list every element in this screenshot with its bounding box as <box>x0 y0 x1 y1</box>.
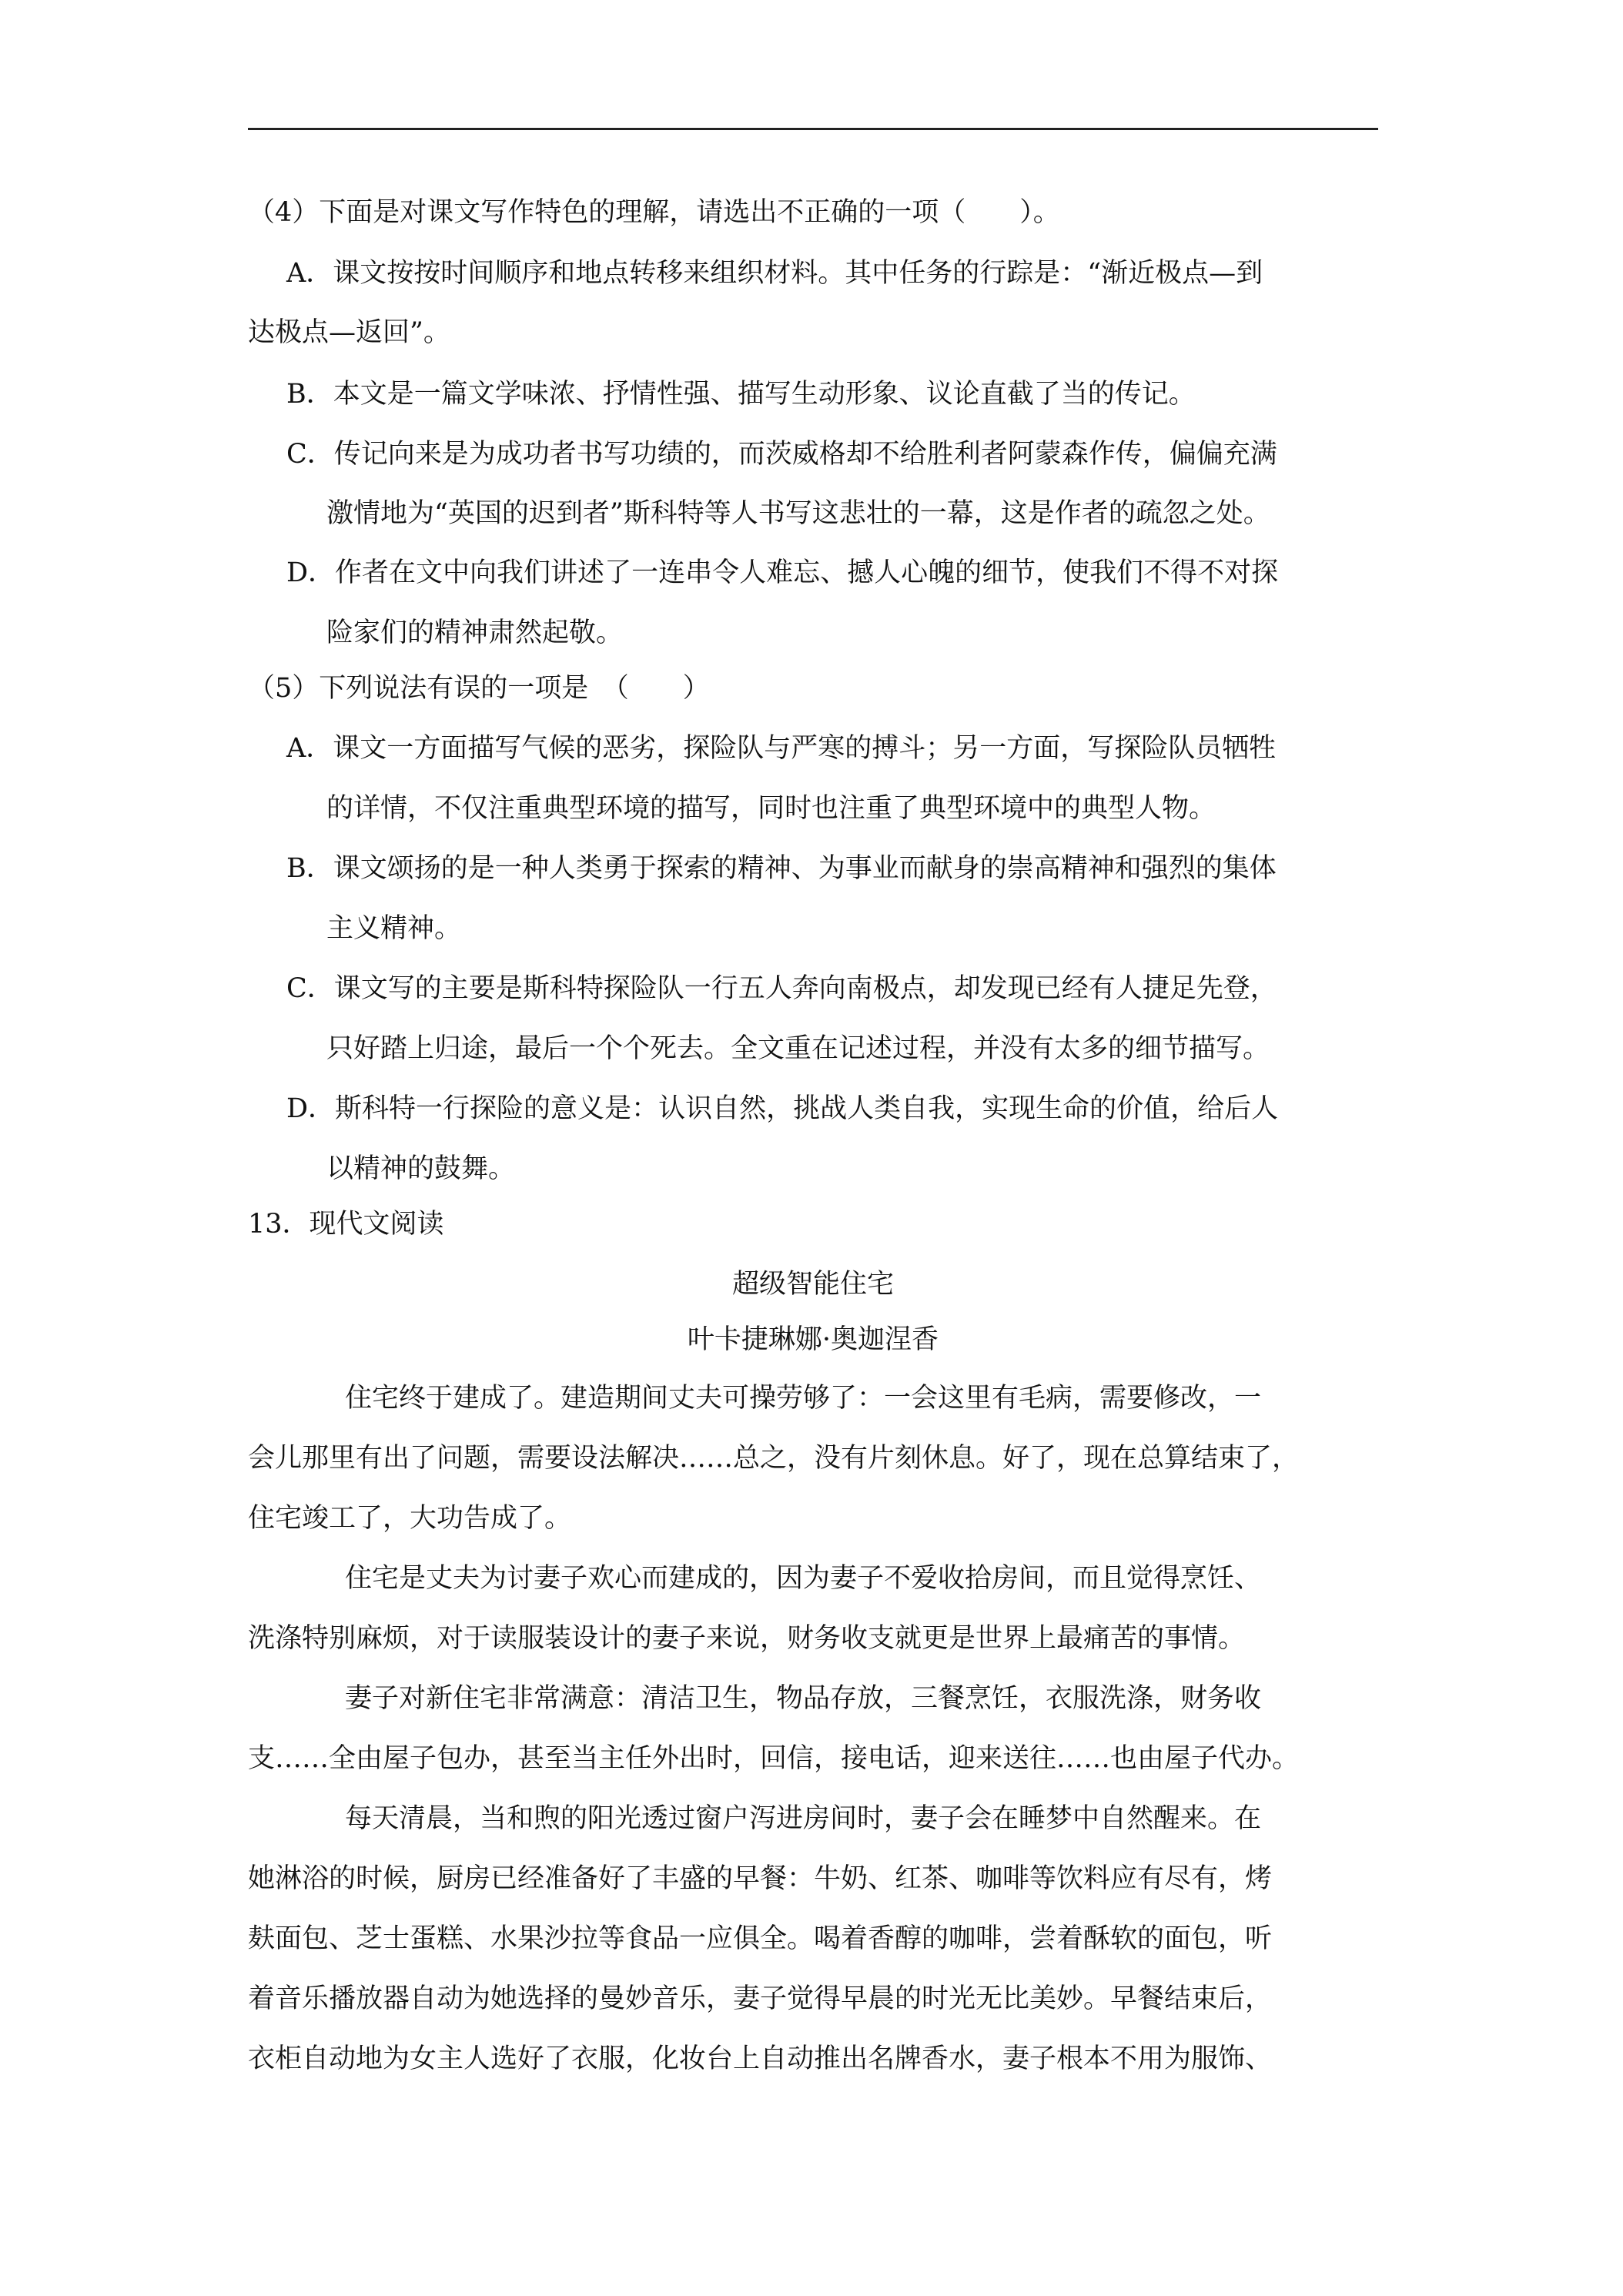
question-5-option-c-cont: 只好踏上归途，最后一个个死去。全文重在记述过程，并没有太多的细节描写。 <box>326 1033 1270 1064</box>
article-author: 叶卡捷琳娜·奥迦涅香 <box>687 1324 939 1355</box>
question-4-option-c-cont: 激情地为“英国的迟到者”斯科特等人书写这悲壮的一幕，这是作者的疏忽之处。 <box>326 498 1270 529</box>
question-4-option-a-cont: 达极点—返回”。 <box>248 317 450 348</box>
question-4-option-d-cont: 险家们的精神肃然起敬。 <box>326 618 624 648</box>
question-4-option-c: C．传记向来是为成功者书写功绩的，而茨威格却不给胜利者阿蒙森作传，偏偏充满 <box>286 439 1277 470</box>
article-paragraph-2-line: 住宅是丈夫为讨妻子欢心而建成的，因为妻子不爱收拾房间，而且觉得烹饪、 <box>345 1563 1262 1594</box>
question-4-option-b: B．本文是一篇文学味浓、抒情性强、描写生动形象、议论直截了当的传记。 <box>286 379 1196 410</box>
question-4-option-a: A．课文按按时间顺序和地点转移来组织材料。其中任务的行踪是：“渐近极点—到 <box>286 258 1263 289</box>
question-4-stem: （4）下面是对课文写作特色的理解，请选出不正确的一项（ ）。 <box>248 197 1060 228</box>
question-5-option-b: B．课文颂扬的是一种人类勇于探索的精神、为事业而献身的崇高精神和强烈的集体 <box>286 853 1277 884</box>
question-5-option-a: A．课文一方面描写气候的恶劣，探险队与严寒的搏斗；另一方面，写探险队员牺牲 <box>286 733 1277 764</box>
article-paragraph-4-line: 她淋浴的时候，厨房已经准备好了丰盛的早餐：牛奶、红茶、咖啡等饮料应有尽有，烤 <box>248 1863 1273 1894</box>
header-rule <box>248 128 1378 130</box>
article-paragraph-3-line: 支……全由屋子包办，甚至当主任外出时，回信，接电话，迎来送往……也由屋子代办。 <box>248 1743 1300 1774</box>
article-paragraph-4-line: 衣柜自动地为女主人选好了衣服，化妆台上自动推出名牌香水，妻子根本不用为服饰、 <box>248 2043 1273 2074</box>
article-paragraph-3-line: 妻子对新住宅非常满意：清洁卫生，物品存放，三餐烹饪，衣服洗涤，财务收 <box>345 1683 1262 1714</box>
question-5-option-a-cont: 的详情，不仅注重典型环境的描写，同时也注重了典型环境中的典型人物。 <box>326 793 1216 824</box>
article-paragraph-4-line: 着音乐播放器自动为她选择的曼妙音乐，妻子觉得早晨的时光无比美妙。早餐结束后， <box>248 1983 1273 2014</box>
question-4-option-d: D．作者在文中向我们讲述了一连串令人难忘、撼人心魄的细节，使我们不得不对探 <box>286 557 1279 588</box>
question-5-stem: （5）下列说法有误的一项是 （ ） <box>248 673 710 704</box>
article-paragraph-4-line: 每天清晨，当和煦的阳光透过窗户泻进房间时，妻子会在睡梦中自然醒来。在 <box>345 1803 1262 1834</box>
article-paragraph-1-line: 住宅竣工了，大功告成了。 <box>248 1503 572 1534</box>
question-13-heading: 13．现代文阅读 <box>248 1209 444 1240</box>
article-title: 超级智能住宅 <box>731 1269 894 1300</box>
article-paragraph-1-line: 会儿那里有出了问题，需要设法解决……总之，没有片刻休息。好了，现在总算结束了， <box>248 1443 1300 1474</box>
question-5-option-c: C．课文写的主要是斯科特探险队一行五人奔向南极点，却发现已经有人捷足先登， <box>286 973 1277 1004</box>
article-paragraph-4-line: 麸面包、芝士蛋糕、水果沙拉等食品一应俱全。喝着香醇的咖啡，尝着酥软的面包，听 <box>248 1923 1273 1954</box>
question-5-option-d-cont: 以精神的鼓舞。 <box>326 1153 516 1184</box>
question-5-option-b-cont: 主义精神。 <box>326 913 462 944</box>
article-paragraph-2-line: 洗涤特别麻烦，对于读服装设计的妻子来说，财务收支就更是世界上最痛苦的事情。 <box>248 1623 1246 1654</box>
article-paragraph-1-line: 住宅终于建成了。建造期间丈夫可操劳够了：一会这里有毛病，需要修改，一 <box>345 1383 1262 1414</box>
question-5-option-d: D．斯科特一行探险的意义是：认识自然，挑战人类自我，实现生命的价值，给后人 <box>286 1093 1279 1124</box>
